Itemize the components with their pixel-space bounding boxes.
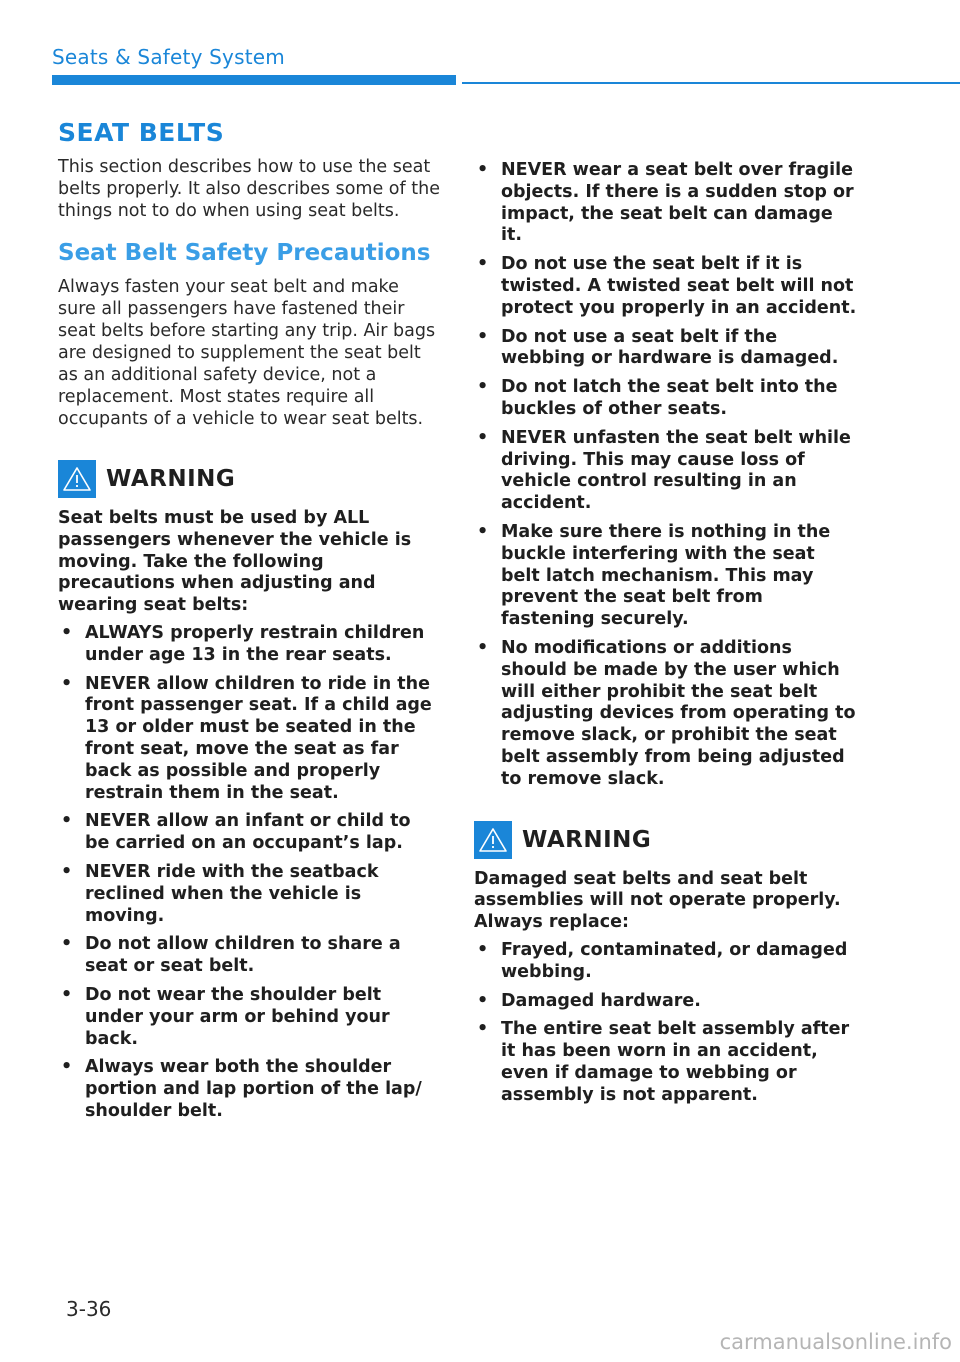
header-accent-bar [52, 75, 456, 85]
warning-heading [58, 460, 440, 498]
list-item: • ALWAYS properly restrain children under age 13 in the rear seats. [58, 623, 440, 667]
list-item: • Always wear both the shoulder portion and lap portion of the lap/ shoulder belt. [58, 1057, 440, 1122]
list-item: • No modifications or additions should be made by the user which will either prohibit the seat belt adjusting devices from operating to remove slack, or prohibit the seat belt assembly from being adjusted to remove slack. [474, 638, 858, 791]
page-number: 3-36 [66, 1297, 112, 1321]
list-item: • Do not latch the seat belt into the buckles of other seats. [474, 377, 858, 421]
warning-lead: Damaged seat belts and seat belt assemblies will not operate properly. Always replace: [474, 868, 841, 933]
precautions-paragraph: Always fasten your seat belt and make sure all passengers have fastened their seat belts before starting any trip. Air bags are designed to supplement the seat belt as an additional safety device, not a replacement. Most states require all occupants of a vehicle to wear seat belts. [58, 277, 436, 429]
warning-list-continued [474, 160, 858, 791]
list-item: • Do not wear the shoulder belt under your arm or behind your back. [58, 985, 440, 1050]
subsection-title: Seat Belt Safety Precautions [58, 240, 431, 266]
list-item: • NEVER allow children to ride in the front passenger seat. If a child age 13 or older must be seated in the front seat, move the seat as far back as possible and properly restrain them in the seat. [58, 674, 440, 805]
warning-label: WARNING [106, 466, 236, 492]
list-item: • NEVER wear a seat belt over fragile objects. If there is a sudden stop or impact, the seat belt can damage it. [474, 160, 858, 247]
list-item: • The entire seat belt assembly after it has been worn in an accident, even if damage to webbing or assembly is not apparent. [474, 1019, 858, 1106]
replace-list [474, 940, 858, 1107]
warning-lead: Seat belts must be used by ALL passengers whenever the vehicle is moving. Take the following precautions when adjusting and wearing seat belts: [58, 508, 412, 616]
section-header-title: Seats & Safety System [52, 45, 285, 69]
list-item: • Do not allow children to share a seat or seat belt. [58, 934, 440, 978]
warning-triangle-icon [58, 460, 96, 498]
intro-paragraph: This section describes how to use the seat belts properly. It also describes some of the things not to do when using seat belts. [58, 157, 440, 221]
list-item: • NEVER unfasten the seat belt while driving. This may cause loss of vehicle control resulting in an accident. [474, 428, 858, 515]
watermark: carmanualsonline.info [719, 1330, 952, 1354]
list-item: • Make sure there is nothing in the buckle interfering with the seat belt latch mechanism. This may prevent the seat belt from fastening securely. [474, 522, 858, 631]
warning-heading [474, 821, 858, 859]
warning-triangle-icon [474, 821, 512, 859]
warning-list [58, 623, 440, 1123]
list-item: • Do not use the seat belt if it is twisted. A twisted seat belt will not protect you properly in an accident. [474, 254, 858, 319]
list-item: • Frayed, contaminated, or damaged webbing. [474, 940, 858, 984]
list-item: • NEVER allow an infant or child to be carried on an occupant’s lap. [58, 811, 440, 855]
page-title: SEAT BELTS [58, 118, 225, 147]
warning-label: WARNING [522, 826, 652, 853]
list-item: • NEVER ride with the seatback reclined when the vehicle is moving. [58, 862, 440, 927]
right-column [474, 160, 858, 1113]
header-rule [462, 82, 960, 84]
list-item: • Damaged hardware. [474, 991, 858, 1013]
left-column [58, 118, 440, 1130]
list-item: • Do not use a seat belt if the webbing or hardware is damaged. [474, 327, 858, 371]
